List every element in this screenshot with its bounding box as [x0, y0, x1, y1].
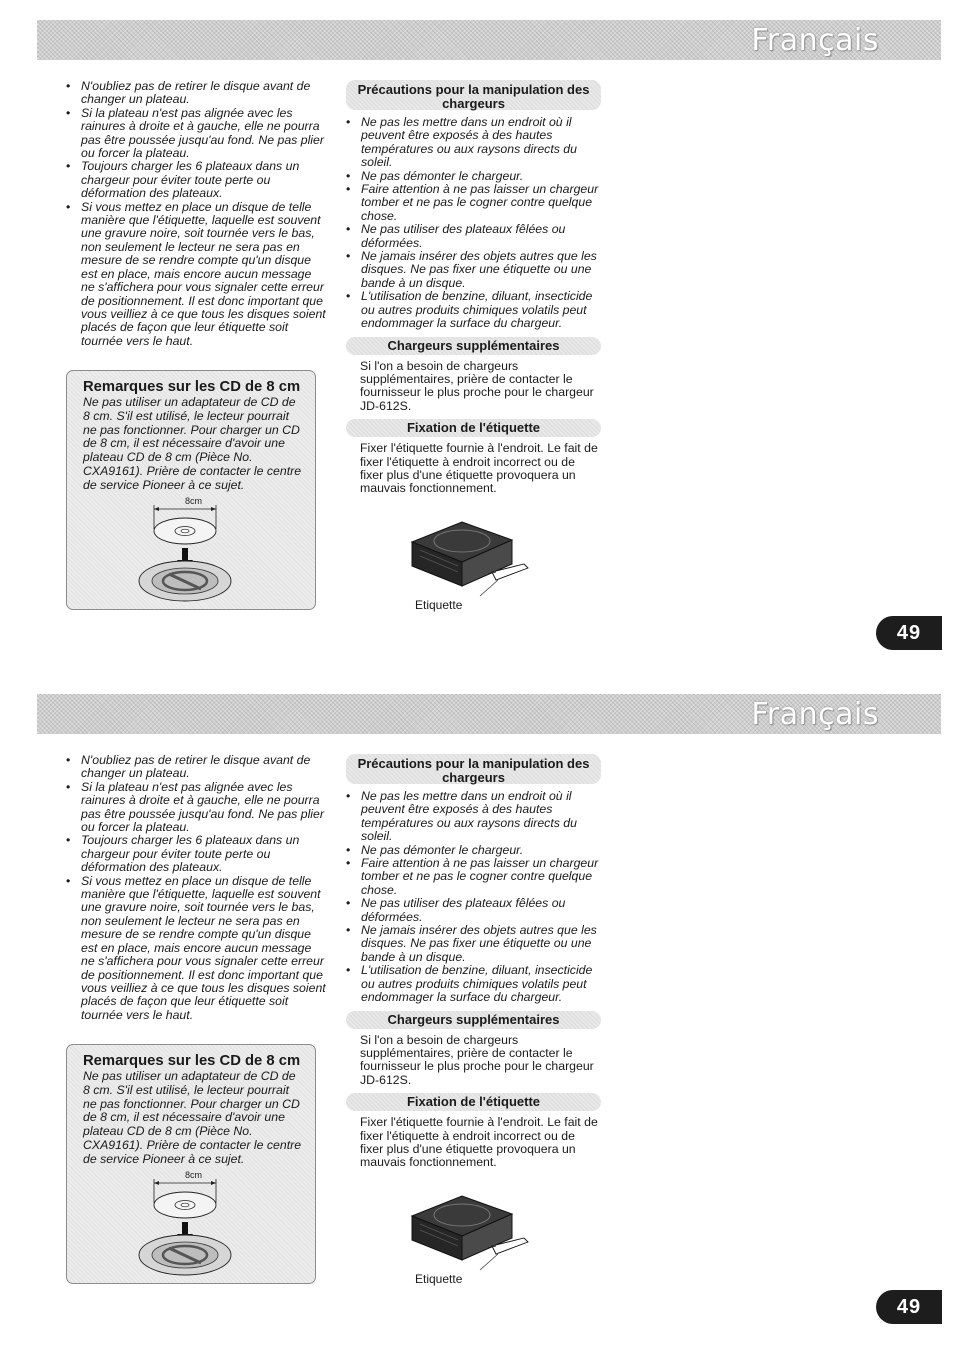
language-banner [37, 20, 941, 60]
banner-title: Français [751, 697, 879, 732]
left-column [66, 80, 328, 348]
cd-8cm-note-box [66, 1044, 316, 1284]
diagram-dimension-label: 8cm [185, 496, 203, 506]
section-heading-fixation: Fixation de l'étiquette [346, 419, 601, 437]
cd-8cm-prohibited-diagram [137, 1168, 247, 1278]
page-number-tab: 49 [876, 1290, 942, 1324]
tray-notes-list [66, 754, 328, 1022]
list-item: • Si vous mettez en place un disque de telle manière que l'étiquette, laquelle est souvent une gravure noire, soit tournée vers le bas, non seulement le lecteur ne sera pas en mesure de se rendre compte qu'un disque est en place, mais encore aucun message ne s'affichera pour vous signaler cette erreur de positionnement. Il est donc important que vous veilliez à ce que tous les disques soient placés de façon que leur étiquette soit tournée vers le haut. [66, 201, 328, 348]
list-item: • Si la plateau n'est pas alignée avec les rainures à droite et à gauche, elle ne pourra pas être poussée jusqu'au fond. Ne pas plier ou forcer la plateau. [66, 781, 328, 835]
list-item: • Ne pas utiliser des plateaux fêlées ou déformées. [346, 897, 601, 924]
list-item: • Si la plateau n'est pas alignée avec les rainures à droite et à gauche, elle ne pourra pas être poussée jusqu'au fond. Ne pas plier ou forcer la plateau. [66, 107, 328, 161]
language-banner [37, 694, 941, 734]
list-item: • Ne pas démonter le chargeur. [346, 844, 601, 857]
list-item: • Toujours charger les 6 plateaux dans un chargeur pour éviter toute perte ou déformation des plateaux. [66, 160, 328, 200]
section-heading-precautions: Précautions pour la manipulation des chargeurs [346, 80, 601, 110]
manual-page-bottom [0, 674, 954, 1334]
note-text: Ne pas utiliser un adaptateur de CD de 8 cm. S'il est utilisé, le lecteur pourrait ne pas fonctionner. Pour charger un CD de 8 cm, il est nécessaire d'avoir une plateau CD de 8 cm (Pièce No. CXA9161). Prière de contacter le centre de service Pioneer à ce sujet. [83, 395, 302, 492]
section-heading-chargeurs: Chargeurs supplémentaires [346, 1011, 601, 1029]
precautions-list [346, 116, 601, 331]
list-item: • Ne pas utiliser des plateaux fêlées ou déformées. [346, 223, 601, 250]
list-item: • N'oubliez pas de retirer le disque avant de changer un plateau. [66, 80, 328, 107]
list-item: • Toujours charger les 6 plateaux dans un chargeur pour éviter toute perte ou déformation des plateaux. [66, 834, 328, 874]
manual-page-top [0, 0, 954, 660]
magazine-charger-illustration [400, 1184, 540, 1274]
list-item: • N'oubliez pas de retirer le disque avant de changer un plateau. [66, 754, 328, 781]
magazine-charger-illustration [400, 510, 540, 600]
list-item: • Faire attention à ne pas laisser un chargeur tomber et ne pas le cogner contre quelque chose. [346, 857, 601, 897]
note-title: Remarques sur les CD de 8 cm [83, 379, 301, 395]
fixation-paragraph: Fixer l'étiquette fournie à l'endroit. Le fait de fixer l'étiquette à endroit incorrect ou de fixer plus d'une étiquette provoquera un mauvais fonctionnement. [360, 1115, 598, 1170]
chargeurs-paragraph: Si l'on a besoin de chargeurs supplémentaires, prière de contacter le fournisseur le plus proche pour le chargeur JD-612S. [360, 1032, 594, 1087]
etiquette-callout-label: Etiquette [415, 1272, 463, 1286]
section-heading-fixation: Fixation de l'étiquette [346, 1093, 601, 1111]
note-text: Ne pas utiliser un adaptateur de CD de 8 cm. S'il est utilisé, le lecteur pourrait ne pas fonctionner. Pour charger un CD de 8 cm, il est nécessaire d'avoir une plateau CD de 8 cm (Pièce No. CXA9161). Prière de contacter le centre de service Pioneer à ce sujet. [83, 1069, 302, 1166]
chargeurs-paragraph: Si l'on a besoin de chargeurs supplémentaires, prière de contacter le fournisseur le plus proche pour le chargeur JD-612S. [360, 358, 594, 413]
list-item: • Ne jamais insérer des objets autres que les disques. Ne pas fixer une étiquette ou une bande à un disque. [346, 250, 601, 290]
etiquette-callout-label: Etiquette [415, 598, 463, 612]
list-item: • L'utilisation de benzine, diluant, insecticide ou autres produits chimiques volatils peut endommager la surface du chargeur. [346, 290, 601, 330]
list-item: • Si vous mettez en place un disque de telle manière que l'étiquette, laquelle est souvent une gravure noire, soit tournée vers le bas, non seulement le lecteur ne sera pas en mesure de se rendre compte qu'un disque est en place, mais encore aucun message ne s'affichera pour vous signaler cette erreur de positionnement. Il est donc important que vous veilliez à ce que tous les disques soient placés de façon que leur étiquette soit tournée vers le haut. [66, 875, 328, 1022]
fixation-paragraph: Fixer l'étiquette fournie à l'endroit. Le fait de fixer l'étiquette à endroit incorrect ou de fixer plus d'une étiquette provoquera un mauvais fonctionnement. [360, 441, 598, 496]
list-item: • Ne jamais insérer des objets autres que les disques. Ne pas fixer une étiquette ou une bande à un disque. [346, 924, 601, 964]
left-column [66, 754, 328, 1022]
precautions-list [346, 790, 601, 1005]
diagram-dimension-label: 8cm [185, 1170, 203, 1180]
section-heading-chargeurs: Chargeurs supplémentaires [346, 337, 601, 355]
tray-notes-list [66, 80, 328, 348]
cd-8cm-note-box [66, 370, 316, 610]
page-number-tab: 49 [876, 616, 942, 650]
note-title: Remarques sur les CD de 8 cm [83, 1053, 301, 1069]
list-item: • Ne pas démonter le chargeur. [346, 170, 601, 183]
list-item: • Ne pas les mettre dans un endroit où il peuvent être exposés à des hautes températures ou aux raysons directs du soleil. [346, 790, 601, 844]
section-heading-precautions: Précautions pour la manipulation des chargeurs [346, 754, 601, 784]
right-column [346, 754, 601, 1176]
list-item: • Ne pas les mettre dans un endroit où il peuvent être exposés à des hautes températures ou aux raysons directs du soleil. [346, 116, 601, 170]
banner-title: Français [751, 23, 879, 58]
cd-8cm-prohibited-diagram [137, 494, 247, 604]
list-item: • L'utilisation de benzine, diluant, insecticide ou autres produits chimiques volatils peut endommager la surface du chargeur. [346, 964, 601, 1004]
right-column [346, 80, 601, 502]
list-item: • Faire attention à ne pas laisser un chargeur tomber et ne pas le cogner contre quelque chose. [346, 183, 601, 223]
